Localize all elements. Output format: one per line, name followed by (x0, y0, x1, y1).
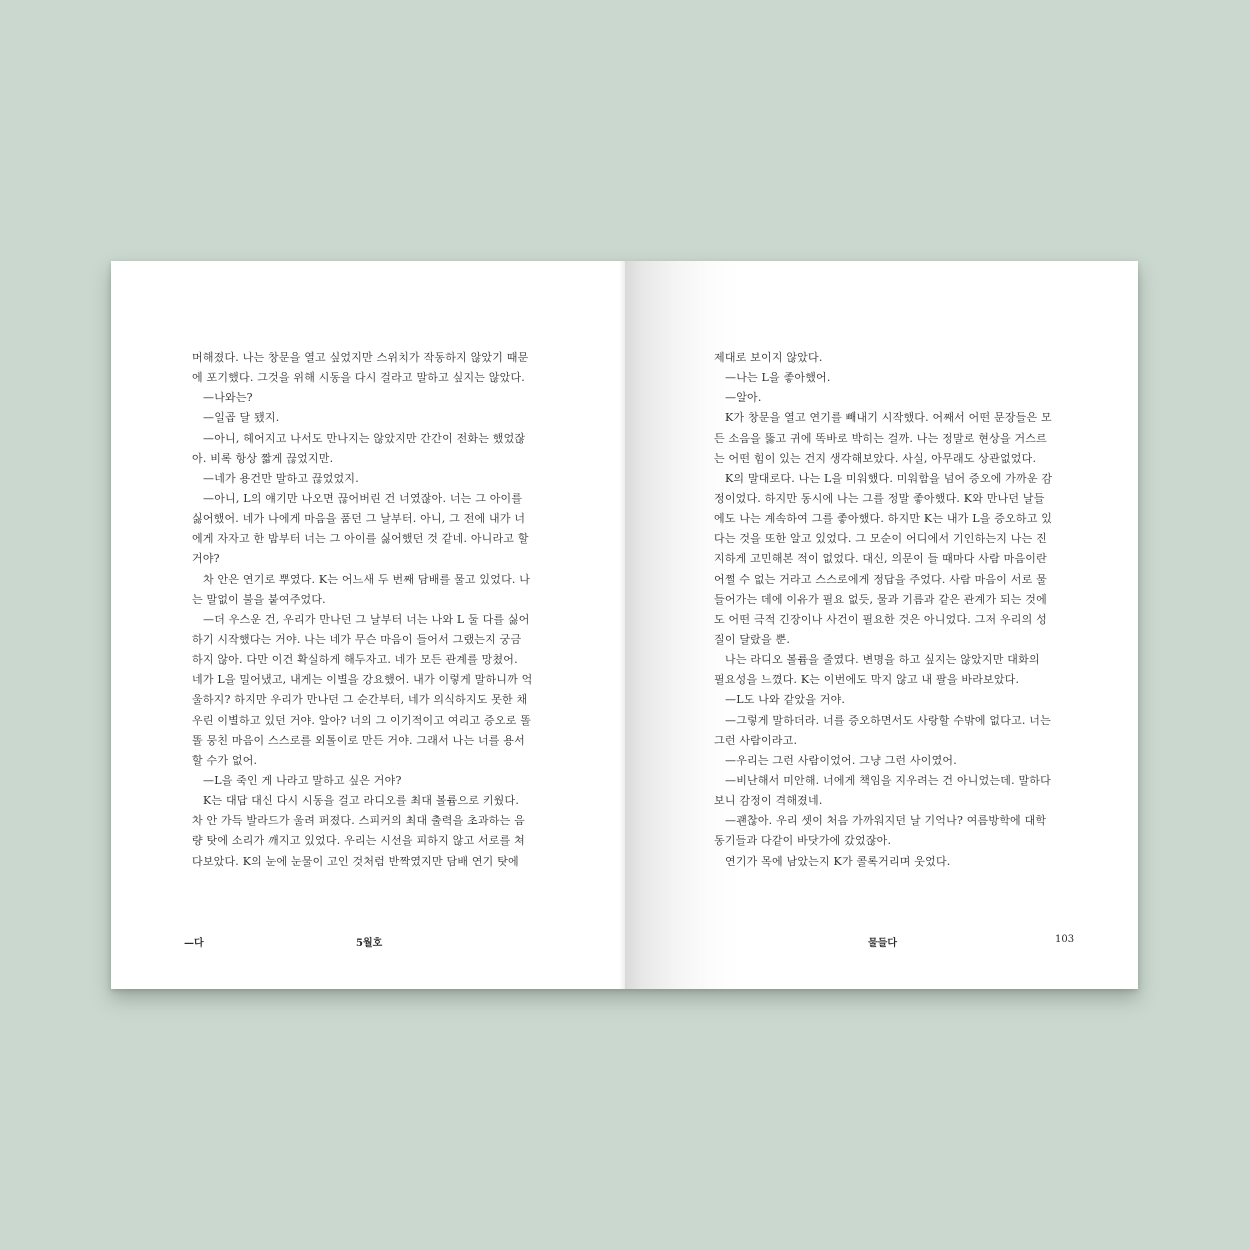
text-line: —아니, L의 얘기만 나오면 끊어버린 건 너였잖아. 너는 그 아이를 (203, 491, 523, 505)
text-line: 하지 않아. 다만 이건 확실하게 해두자고. 네가 모든 관계를 망쳤어. (192, 653, 518, 667)
text-line: 똘 뭉친 마음이 스스로를 외톨이로 만든 거야. 그래서 나는 너를 용서 (192, 733, 525, 747)
right-page (625, 261, 1138, 989)
text-line: K가 창문을 열고 연기를 빼내기 시작했다. 어째서 어떤 문장들은 모 (725, 411, 1052, 425)
text-line: —네가 용건만 말하고 끊었었지. (203, 471, 359, 485)
text-line: 도 어떤 극적 긴장이나 사건이 필요한 것은 아니었다. 그저 우리의 성 (714, 612, 1047, 626)
text-line: —일곱 달 됐지. (203, 411, 280, 425)
text-line: 네가 L을 밀어냈고, 내게는 이별을 강요했어. 내가 이렇게 말하니까 억 (192, 673, 533, 687)
text-line: 들어가는 데에 이유가 필요 없듯, 물과 기름과 같은 관계가 되는 것에 (714, 592, 1047, 606)
text-line: 어쩔 수 없는 거라고 스스로에게 정답을 주었다. 사람 마음이 서로 물 (714, 572, 1047, 586)
text-line: —나는 L을 좋아했어. (725, 371, 831, 385)
text-line: 질이 달랐을 뿐. (714, 632, 791, 646)
text-line: 할 수가 없어. (192, 753, 258, 767)
text-line: —우리는 그런 사람이었어. 그냥 그런 사이였어. (725, 753, 957, 767)
text-line: 보니 감정이 격해졌네. (714, 794, 823, 808)
text-line: —L을 죽인 게 나라고 말하고 싶은 거야? (203, 773, 402, 787)
text-line: 차 안 가득 발라드가 울려 퍼졌다. 스피커의 최대 출력을 초과하는 음 (192, 814, 525, 828)
text-line: 그런 사람이라고. (714, 733, 798, 747)
right-footer-page-number: 103 (1055, 934, 1075, 945)
left-page (111, 261, 625, 989)
text-line: 동기들과 다같이 바닷가에 갔었잖아. (714, 834, 892, 848)
text-line: —L도 나와 같았을 거야. (725, 693, 846, 707)
text-line: 는 어떤 힘이 있는 건지 생각해보았다. 사실, 아무래도 상관없었다. (714, 451, 1037, 465)
text-line: 거야? (192, 552, 220, 566)
text-line: 에게 자자고 한 밤부터 너는 그 아이를 싫어했던 것 같네. 아니라고 할 (192, 532, 529, 546)
text-line: 에도 나는 계속하여 그를 좋아했다. 하지만 K는 내가 L을 증오하고 있 (714, 512, 1053, 526)
text-line: —그렇게 말하더라. 너를 증오하면서도 사랑할 수밖에 없다고. 너는 (725, 713, 1051, 727)
text-line: 지하게 고민해본 적이 없었다. 대신, 의문이 들 때마다 사람 마음이란 (714, 552, 1047, 566)
text-line: 는 말없이 불을 붙여주었다. (192, 592, 326, 606)
text-line: —비난해서 미안해. 너에게 책임을 지우려는 건 아니었는데. 말하다 (725, 773, 1051, 787)
text-line: 우린 이별하고 있던 거야. 알아? 너의 그 이기적이고 여리고 증오로 똘 (192, 713, 532, 727)
text-line: 하기 시작했다는 거야. 나는 네가 무슨 마음이 들어서 그랬는지 궁금 (192, 632, 522, 646)
text-line: 차 안은 연기로 뿌였다. K는 어느새 두 번째 담배를 물고 있었다. 나 (203, 572, 531, 586)
left-page-body-text (192, 348, 535, 872)
text-line: 다는 것을 또한 알고 있었다. 그 모순이 어디에서 기인하는지 나는 진 (714, 532, 1047, 546)
text-line: 울하지? 하지만 우리가 만나던 그 순간부터, 네가 의식하지도 못한 채 (192, 693, 528, 707)
text-line: K는 대답 대신 다시 시동을 걸고 라디오를 최대 볼륨으로 키웠다. (203, 794, 520, 808)
text-line: 정이었다. 하지만 동시에 나는 그를 정말 좋아했다. K와 만나던 날들 (714, 491, 1045, 505)
right-footer-section: 물들다 (868, 938, 897, 949)
open-book (111, 261, 1138, 989)
right-page-body-text (714, 348, 1057, 872)
text-line: 나는 라디오 볼륨을 줄였다. 변명을 하고 싶지는 않았지만 대화의 (725, 653, 1040, 667)
text-line: —더 우스운 건, 우리가 만나던 그 날부터 너는 나와 L 둘 다를 싫어 (203, 612, 530, 626)
left-footer-section: —다 (184, 938, 204, 949)
text-line: K의 말대로다. 나는 L을 미워했다. 미워함을 넘어 증오에 가까운 감 (725, 471, 1053, 485)
text-line: —알아. (725, 391, 762, 405)
text-line: —나와는? (203, 391, 253, 405)
text-line: 싫어했어. 네가 나에게 마음을 품던 그 날부터. 아니, 그 전에 내가 너 (192, 512, 526, 526)
text-line: —괜찮아. 우리 셋이 처음 가까워지던 날 기억나? 여름방학에 대학 (725, 814, 1047, 828)
text-line: 연기가 목에 남았는지 K가 콜록거리며 웃었다. (725, 854, 951, 868)
text-line: 제대로 보이지 않았다. (714, 351, 823, 364)
text-line: 필요성을 느꼈다. K는 이번에도 막지 않고 내 팔을 바라보았다. (714, 673, 1020, 687)
text-line: 량 탓에 소리가 깨지고 있었다. 우리는 시선을 피하지 않고 서로를 쳐 (192, 834, 525, 848)
text-line: —아니, 헤어지고 나서도 만나지는 않았지만 간간이 전화는 했었잖 (203, 431, 526, 445)
text-line: 다보았다. K의 눈에 눈물이 고인 것처럼 반짝였지만 담배 연기 탓에 (192, 854, 519, 868)
text-line: 머해졌다. 나는 창문을 열고 싶었지만 스위치가 작동하지 않았기 때문 (192, 351, 529, 364)
text-line: 에 포기했다. 그것을 위해 시동을 다시 걸라고 말하고 싶지는 않았다. (192, 371, 525, 385)
text-line: 든 소음을 뚫고 귀에 똑바로 박히는 걸까. 나는 정말로 현상을 거스르 (714, 431, 1047, 445)
text-line: 아. 비록 항상 짧게 끊었지만. (192, 451, 334, 465)
left-footer-issue: 5월호 (356, 938, 383, 949)
